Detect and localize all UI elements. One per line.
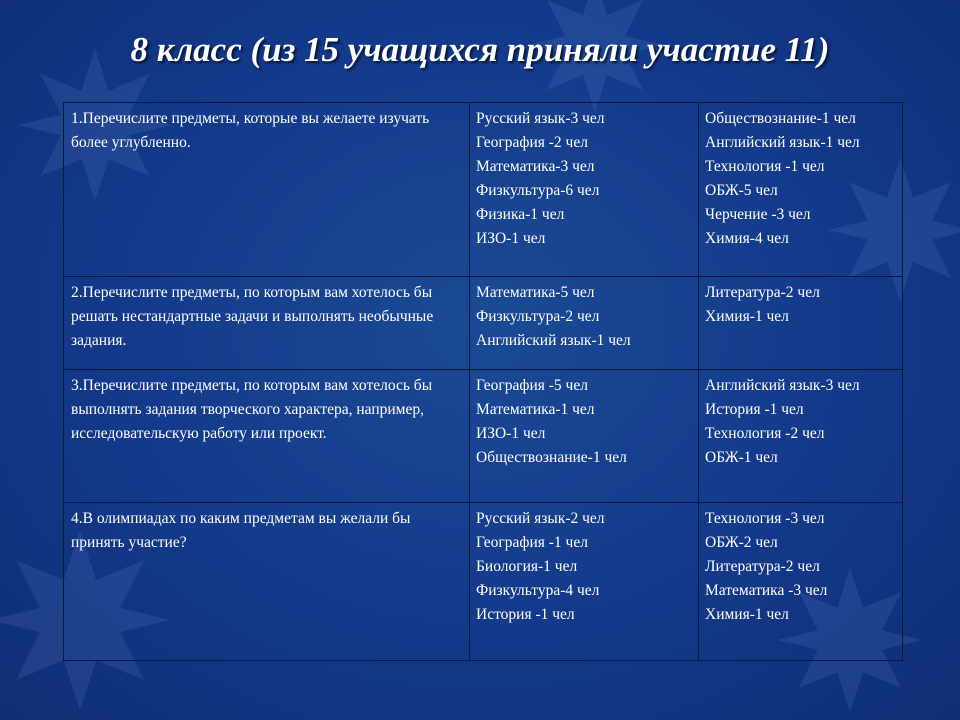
question-cell — [64, 370, 470, 503]
answer-item: ИЗО-1 чел — [476, 230, 546, 247]
answer-item: Обществознание-1 чел — [476, 449, 627, 466]
answer-item: Английский язык-3 чел — [705, 377, 860, 394]
answer-item: Технология -3 чел — [705, 510, 825, 527]
answers-cell — [699, 103, 903, 277]
answer-item: Математика-5 чел — [476, 284, 595, 301]
question-cell — [64, 277, 470, 370]
answer-item: ИЗО-1 чел — [476, 425, 546, 442]
answer-item: История -1 чел — [476, 606, 575, 623]
answer-item: Английский язык-1 чел — [705, 134, 860, 151]
table-row — [64, 277, 903, 370]
question-cell — [64, 103, 470, 277]
answer-item: Биология-1 чел — [476, 558, 578, 575]
answer-item: Физкультура-4 чел — [476, 582, 600, 599]
answer-item: Физкультура-2 чел — [476, 308, 600, 325]
answer-item: Физкультура-6 чел — [476, 182, 600, 199]
question-cell — [64, 503, 470, 661]
slide-title: 8 класс (из 15 учащихся приняли участие 11) — [130, 30, 830, 69]
answer-item: Технология -2 чел — [705, 425, 825, 442]
answer-item: ОБЖ-2 чел — [705, 534, 778, 551]
answer-item: Обществознание-1 чел — [705, 110, 856, 127]
answer-item: Литература-2 чел — [705, 284, 820, 301]
answers-cell — [699, 370, 903, 503]
table-row — [64, 370, 903, 503]
question-text: 3.Перечислите предметы, по которым вам хотелось бы выполнять задания творческого характера, например, исследовательскую работу или проект. — [71, 377, 433, 442]
answer-item: Русский язык-3 чел — [476, 110, 605, 127]
answer-item: Технология -1 чел — [705, 158, 825, 175]
answer-item: Математика-3 чел — [476, 158, 595, 175]
answer-item: Химия-1 чел — [705, 308, 789, 325]
answer-item: История -1 чел — [705, 401, 804, 418]
answer-item: География -2 чел — [476, 134, 588, 151]
answer-item: Физика-1 чел — [476, 206, 565, 223]
answers-cell — [470, 277, 699, 370]
question-text: 4.В олимпиадах по каким предметам вы желали бы принять участие? — [71, 510, 411, 551]
answer-item: Химия-4 чел — [705, 230, 789, 247]
answer-item: Химия-1 чел — [705, 606, 789, 623]
table-row — [64, 103, 903, 277]
answers-cell — [470, 370, 699, 503]
answer-item: ОБЖ-5 чел — [705, 182, 778, 199]
table-row — [64, 503, 903, 661]
answer-item: Литература-2 чел — [705, 558, 820, 575]
answers-cell — [699, 503, 903, 661]
survey-results-table — [63, 102, 903, 661]
answer-item: ОБЖ-1 чел — [705, 449, 778, 466]
answers-cell — [470, 103, 699, 277]
answer-item: География -1 чел — [476, 534, 588, 551]
answer-item: Черчение -3 чел — [705, 206, 811, 223]
question-text: 2.Перечислите предметы, по которым вам хотелось бы решать нестандартные задачи и выполнять необычные задания. — [71, 284, 434, 349]
answers-cell — [470, 503, 699, 661]
answer-item: Русский язык-2 чел — [476, 510, 605, 527]
answer-item: География -5 чел — [476, 377, 588, 394]
question-text: 1.Перечислите предметы, которые вы желаете изучать более углубленно. — [71, 110, 430, 151]
answer-item: Математика-1 чел — [476, 401, 595, 418]
answers-cell — [699, 277, 903, 370]
answer-item: Математика -3 чел — [705, 582, 828, 599]
answer-item: Английский язык-1 чел — [476, 332, 631, 349]
